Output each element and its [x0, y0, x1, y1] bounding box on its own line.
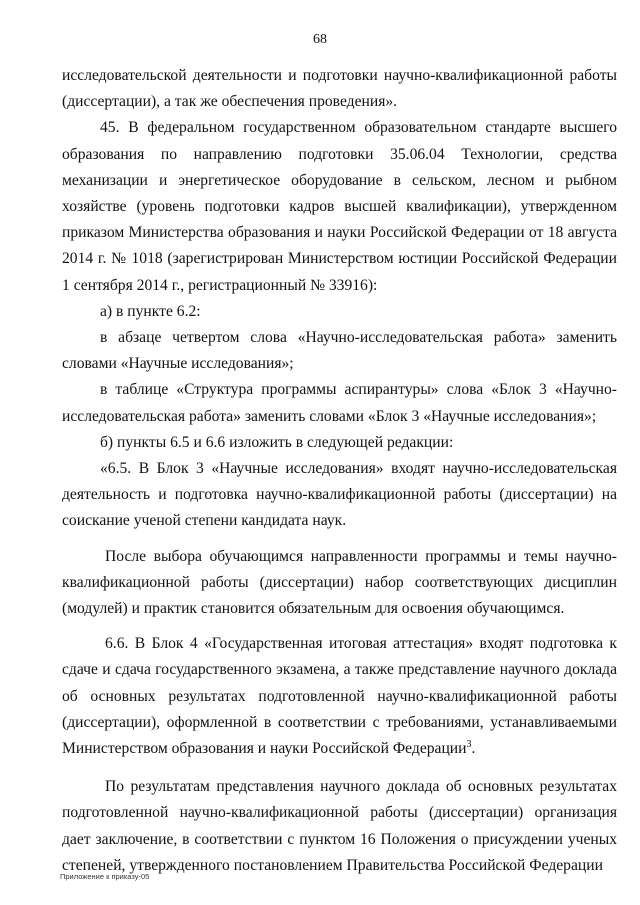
paragraph-6-5: «6.5. В Блок 3 «Научные исследования» входят научно-исследовательская деятельность и подготовка научно-квалификационной работы (диссертации) на соискание ученой степени кандидата наук. — [62, 460, 617, 530]
paragraph-subitem-b: б) пункты 6.5 и 6.6 изложить в следующей редакции: — [100, 433, 454, 451]
paragraph-6-6 — [62, 631, 617, 762]
paragraph-item-45: 45. В федеральном государственном образовательном стандарте высшего образования по направлению подготовки 35.06.04 Технологии, средства механизации и энергетическое оборудование в сельском, лесном и рыбном хозяйстве (уровень подготовки кадров высшей квалификации), утвержденном приказом Министерства образования и науки Российской Федерации от 18 августа 2014 г. № 1018 (зарегистрирован Министерством юстиции Российской Федерации 1 сентября 2014 г., регистрационный № 33916): — [62, 119, 617, 294]
document-body — [62, 63, 617, 879]
paragraph-continuation: исследовательской деятельности и подготовки научно-квалификационной работы (диссертации), а так же обеспечения проведения». — [62, 67, 617, 111]
paragraph-6-6-end: . — [471, 740, 476, 758]
paragraph-6-6-text: 6.6. В Блок 4 «Государственная итоговая аттестация» входят подготовка к сдаче и сдача государственного экзамена, а также представление научного доклада об основных результатах подготовленной научно-квалификационной работы (диссертации), оформленной в соответствии с требованиями, устанавливаемыми Министерством образования и науки Российской Федерации — [62, 635, 617, 758]
page-number: 68 — [313, 32, 327, 47]
paragraph-replace-abzac: в абзаце четвертом слова «Научно-исследовательская работа» заменить словами «Научные исследования»; — [62, 329, 617, 373]
paragraph-subitem-a: а) в пункте 6.2: — [100, 302, 201, 320]
paragraph-after-choice: После выбора обучающимся направленности программы и темы научно-квалификационной работы (диссертации) набор соответствующих дисциплин (модулей) и практик становится обязательным для освоения обучающимся. — [62, 547, 617, 618]
paragraph-replace-table: в таблице «Структура программы аспирантуры» слова «Блок 3 «Научно-исследовательская работа» заменить словами «Блок 3 «Научные исследования»; — [62, 381, 617, 425]
paragraph-results: По результатам представления научного доклада об основных результатах подготовленной научно-квалификационной работы (диссертации) организация дает заключение, в соответствии с пунктом 16 Положения о присуждении ученых степеней, утвержденного постановлением Правительства Российской Федерации — [62, 778, 617, 874]
footer-annex-label: Приложение к приказу-05 — [60, 872, 150, 881]
footnote-ref: 3 — [466, 738, 472, 750]
